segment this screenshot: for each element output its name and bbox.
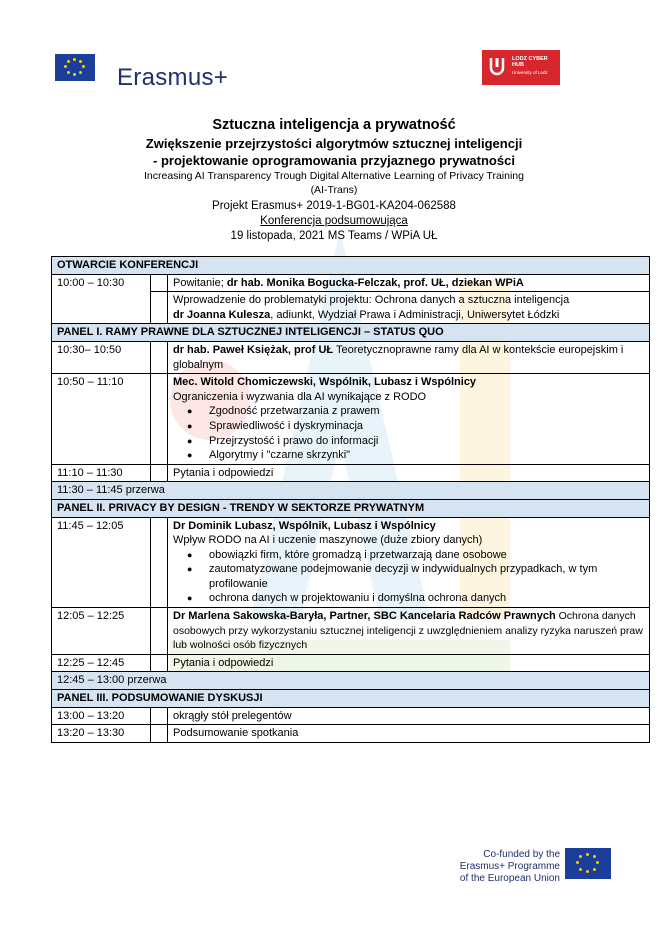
row-time: 13:00 – 13:20 (52, 707, 151, 725)
agenda-row (52, 654, 650, 672)
project-acronym: (AI-Trans) (310, 184, 358, 196)
section-header-row (52, 690, 650, 708)
cofunded-statement: Co-funded by the Erasmus+ Programme of the European Union (459, 849, 560, 884)
agenda-row (52, 707, 650, 725)
agenda-row (52, 374, 650, 465)
row-content: Pytania i odpowiedzi (168, 464, 650, 482)
list-item: ● Sprawiedliwość i dyskryminacja (209, 419, 644, 434)
document-title-block (60, 116, 608, 244)
agenda-row (52, 608, 650, 655)
row-time: 11:10 – 11:30 (52, 464, 151, 482)
break-label: 11:30 – 11:45 przerwa (52, 482, 650, 500)
agenda-row (52, 464, 650, 482)
document-subtitle-line1: Zwiększenie przejrzystości algorytmów sztucznej inteligencji (145, 136, 523, 151)
row-time: 13:20 – 13:30 (52, 725, 151, 743)
list-item: ● Algorytmy i "czarne skrzynki" (209, 448, 644, 463)
row-content: Mec. Witold Chomiczewski, Wspólnik, Lubasz i Wspólnicy Ograniczenia i wyzwania dla AI wynikające z RODO ● Zgodność przetwarzania z prawem ● Sprawiedliwość i dyskryminacja ● Przejrzystość i prawo do informacji ● Algorytmy i "czarne skrzynki" (168, 374, 650, 465)
list-item: ● ochrona danych w projektowaniu i domyślna ochrona danych (209, 591, 644, 606)
lodz-cyber-hub-logo (482, 50, 560, 85)
break-row (52, 672, 650, 690)
row-time: 10:30– 10:50 (52, 341, 151, 373)
row-time: 12:25 – 12:45 (52, 654, 151, 672)
row-time: 10:00 – 10:30 (52, 274, 151, 324)
lodz-logo-line1: LODZ CYBER HUB (512, 56, 548, 68)
lodz-logo-line3: University of Lodz (512, 70, 548, 75)
english-title: Increasing AI Transparency Trough Digital Alternative Learning of Privacy Training (144, 170, 524, 182)
row-content: Powitanie; dr hab. Monika Bogucka-Felczak, prof. UŁ, dziekan WPiA (168, 274, 650, 292)
row-time: 10:50 – 11:10 (52, 374, 151, 465)
conference-date: 19 listopada, 2021 MS Teams / WPiA UŁ (230, 230, 438, 242)
row-content: okrągły stół prelegentów (168, 707, 650, 725)
list-item: ● Zgodność przetwarzania z prawem (209, 404, 644, 419)
bullet-list (173, 548, 644, 606)
document-subtitle-line2: - projektowanie oprogramowania przyjaznego prywatności (153, 153, 515, 168)
section-panel-1: PANEL I. RAMY PRAWNE DLA SZTUCZNEJ INTELIGENCJI – STATUS QUO (52, 324, 650, 342)
eu-flag-footer-icon (565, 848, 611, 879)
lodz-cyber-hub-mark-icon (488, 56, 506, 78)
row-content: Pytania i odpowiedzi (168, 654, 650, 672)
agenda-table (51, 256, 650, 743)
section-panel-3: PANEL III. PODSUMOWANIE DYSKUSJI (52, 690, 650, 708)
section-header-row (52, 257, 650, 275)
project-number: Projekt Erasmus+ 2019-1-BG01-KA204-062588 (212, 200, 456, 212)
row-content: Wprowadzenie do problematyki projektu: Ochrona danych a sztuczna inteligencja dr Joanna Kulesza, adiunkt, Wydział Prawa i Administracji, Uniwersytet Łódzki (168, 292, 650, 324)
list-item: ● Przejrzystość i prawo do informacji (209, 434, 644, 449)
list-item: ● obowiązki firm, które gromadzą i przetwarzają dane osobowe (209, 548, 644, 563)
agenda-row (52, 725, 650, 743)
row-content: Dr Dominik Lubasz, Wspólnik, Lubasz i Wspólnicy Wpływ RODO na AI i uczenie maszynowe (duże zbiory danych) ● obowiązki firm, które gromadzą i przetwarzają dane osobowe ● zautomatyzowane podejmowanie decyzji w indywidualnych przypadkach, w tym profilowanie ● ochrona danych w projektowaniu i domyślna ochrona danych (168, 517, 650, 608)
row-content: dr hab. Paweł Księżak, prof UŁ Teoretycznoprawne ramy dla AI w kontekście europejskim i globalnym (168, 341, 650, 373)
eu-flag-icon (55, 54, 95, 81)
agenda-row (52, 274, 650, 292)
erasmus-logo-text: Erasmus+ (117, 64, 229, 91)
break-row (52, 482, 650, 500)
row-time: 12:05 – 12:25 (52, 608, 151, 655)
conference-label: Konferencja podsumowująca (260, 215, 408, 227)
list-item: ● zautomatyzowane podejmowanie decyzji w indywidualnych przypadkach, w tym profilowanie (209, 562, 644, 591)
row-time: 11:45 – 12:05 (52, 517, 151, 608)
row-content: Podsumowanie spotkania (168, 725, 650, 743)
agenda-row (52, 341, 650, 373)
section-panel-2: PANEL II. PRIVACY BY DESIGN - TRENDY W SEKTORZE PRYWATNYM (52, 499, 650, 517)
section-header-row (52, 324, 650, 342)
section-opening: OTWARCIE KONFERENCJI (52, 257, 650, 275)
document-title: Sztuczna inteligencja a prywatność (212, 117, 456, 133)
break-label: 12:45 – 13:00 przerwa (52, 672, 650, 690)
bullet-list (173, 404, 644, 462)
section-header-row (52, 499, 650, 517)
row-content: Dr Marlena Sakowska-Baryła, Partner, SBC Kancelaria Radców Prawnych Ochrona danych osobowych przy wykorzystaniu sztucznej inteligencji z uwzględnieniem analizy ryzyka naruszeń praw lub wolności osób fizycznych (168, 608, 650, 655)
agenda-row (52, 517, 650, 608)
